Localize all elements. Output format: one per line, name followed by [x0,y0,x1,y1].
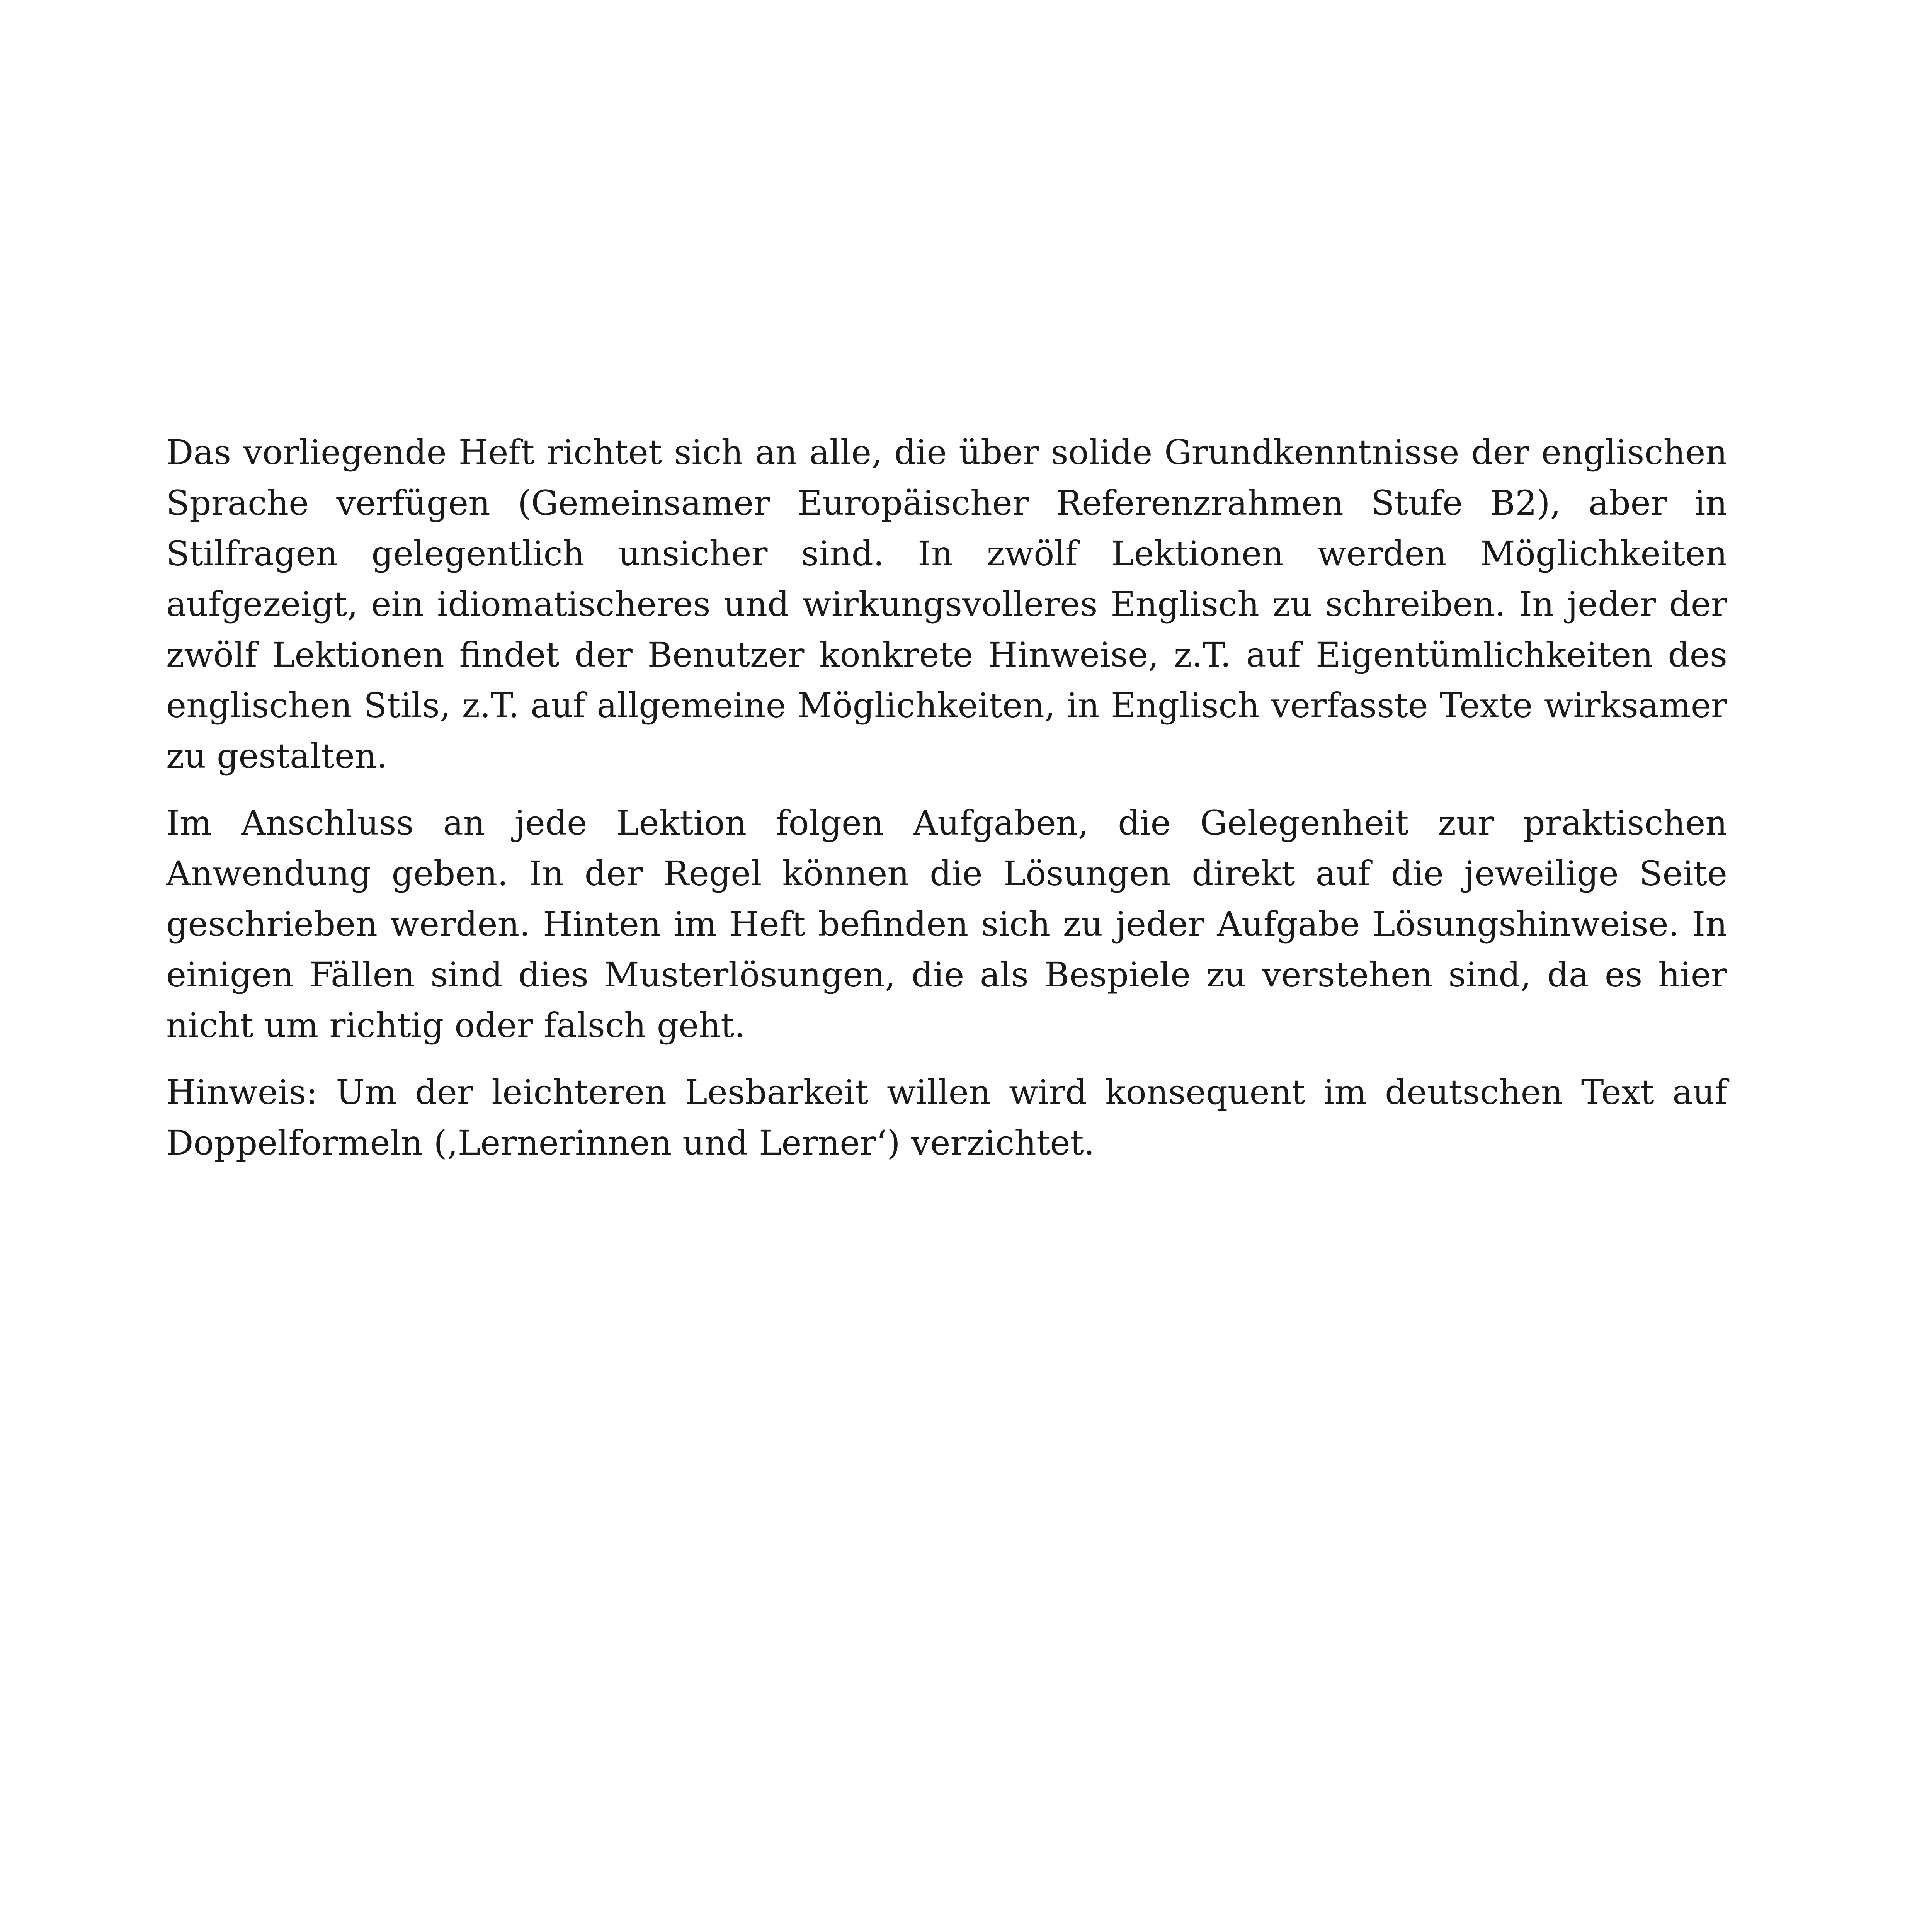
intro-text [166,427,1727,1184]
intro-paragraph-2: Im Anschluss an jede Lektion folgen Aufgaben, die Gelegenheit zur praktischen Anwendung geben. In der Regel können die Lösungen direkt auf die jeweilige Seite geschrieben werden. Hinten im Heft befinden sich zu jeder Aufgabe Lösungshinweise. In einigen Fällen sind dies Musterlösungen, die als Bespiele zu verstehen sind, da es hier nicht um richtig oder falsch geht. [166,803,1727,1045]
intro-paragraph-3: Hinweis: Um der leichteren Lesbarkeit willen wird konsequent im deutschen Text auf Doppelformeln (‚Lernerinnen und Lerner‘) verzichtet. [166,1072,1727,1163]
intro-paragraph-1: Das vorliegende Heft richtet sich an alle, die über solide Grundkenntnisse der englischen Sprache verfügen (Gemeinsamer Europäischer Referenzrahmen Stufe B2), aber in Stilfragen gelegentlich unsicher sind. In zwölf Lektionen werden Möglichkeiten aufgezeigt, ein idiomatischeres und wirkungsvolleres Englisch zu schreiben. In jeder der zwölf Lektionen findet der Benutzer konkrete Hinweise, z.T. auf Eigentümlichkeiten des englischen Stils, z.T. auf allgemeine Möglichkeiten, in Englisch verfasste Texte wirksamer zu gestalten. [166,432,1727,776]
